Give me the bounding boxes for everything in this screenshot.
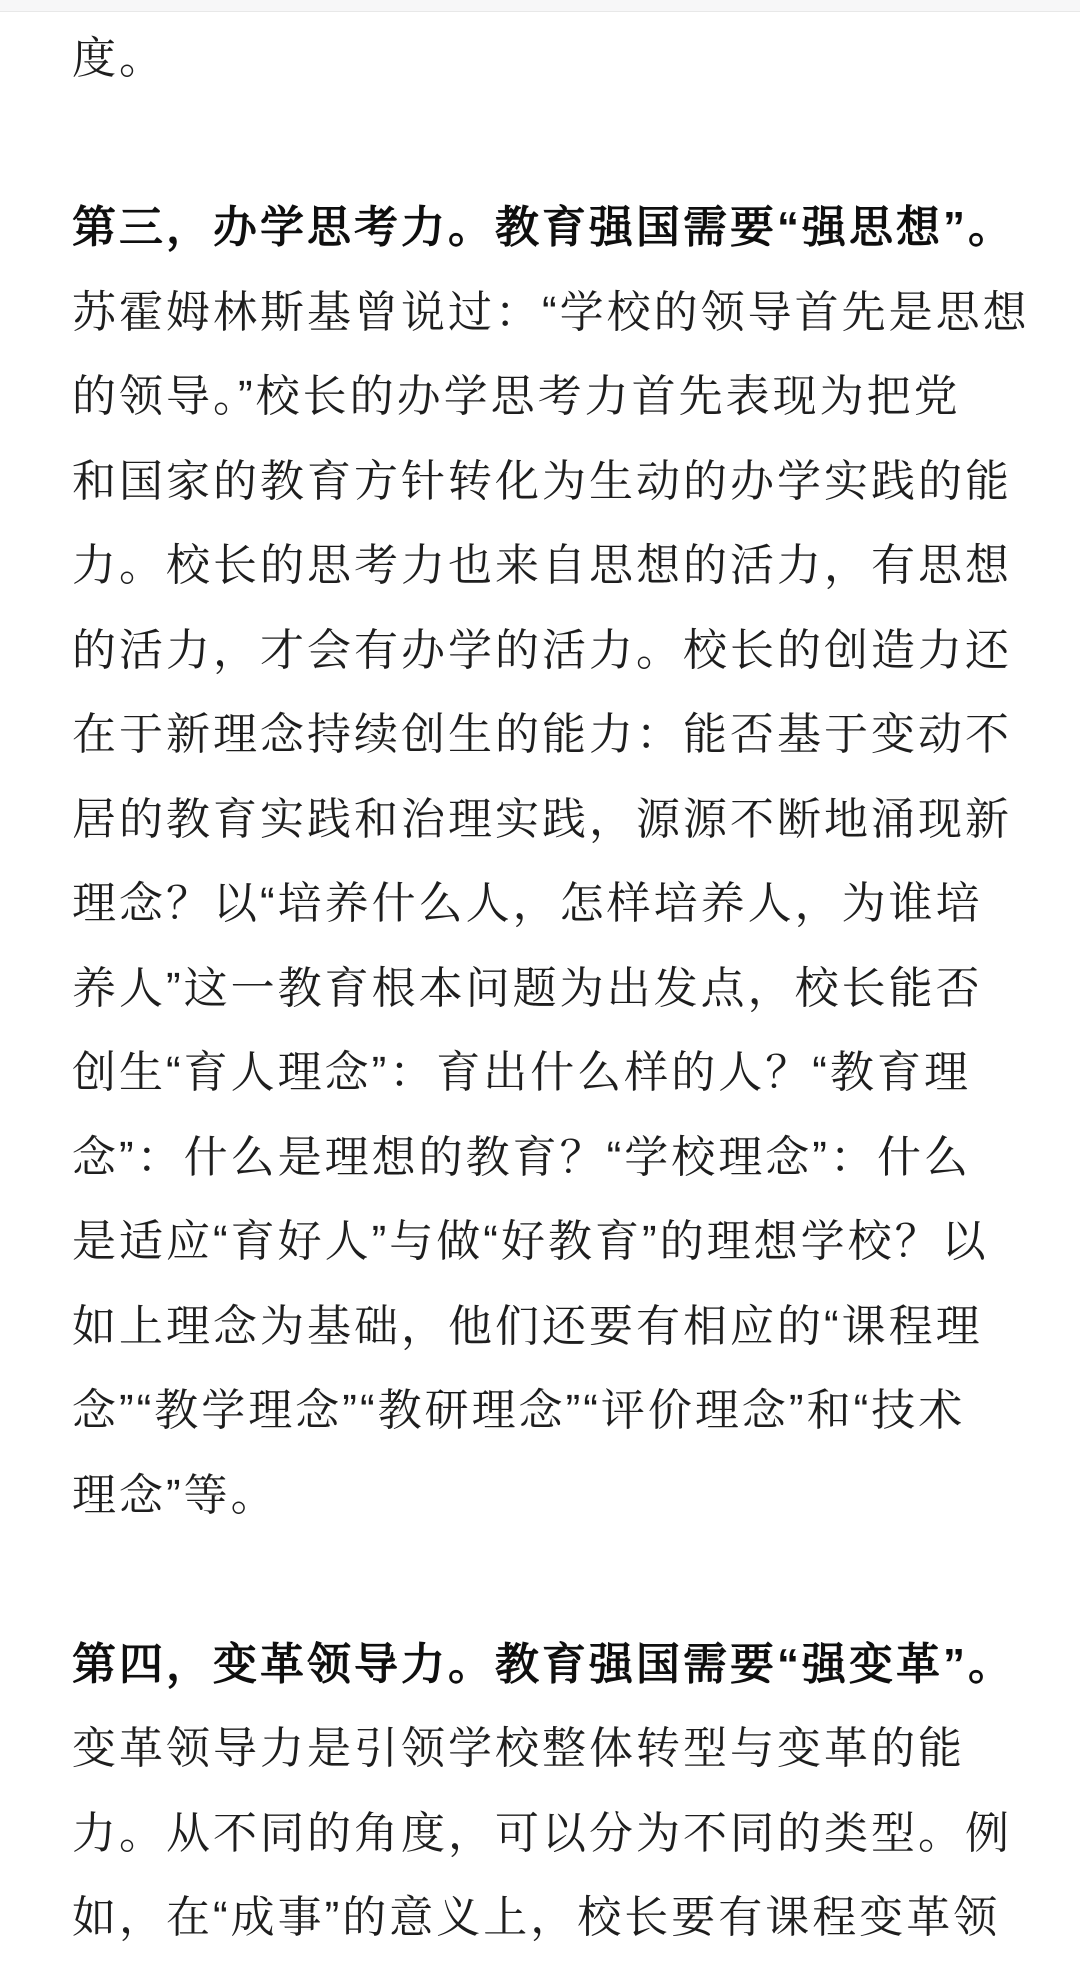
paragraph-fragment: [72, 17, 1052, 102]
text-line: 念”：什么是理想的教育？“学校理念”：什么: [72, 1132, 971, 1182]
text-line: 力。校长的思考力也来自思想的活力，有思想: [72, 541, 1012, 590]
text-line: 苏霍姆林斯基曾说过：“学校的领导首先是思想: [72, 287, 1030, 337]
text-line: 的领导。”校长的办学思考力首先表现为把党: [72, 372, 961, 421]
text-line: 养人”这一教育根本问题为出发点，校长能否: [72, 963, 983, 1013]
paragraph-change-leadership: [72, 1707, 1052, 1961]
text-line: 在于新理念持续创生的能力：能否基于变动不: [72, 710, 1012, 759]
text-line: 变革领导力是引领学校整体转型与变革的能: [72, 1724, 965, 1773]
text-line: 的活力，才会有办学的活力。校长的创造力还: [72, 625, 1012, 675]
text-line: 度。: [72, 34, 166, 83]
article-body: [0, 12, 1080, 1961]
paragraph-school-thinking: [72, 271, 1052, 1539]
text-line: 和国家的教育方针转化为生动的办学实践的能: [72, 456, 1012, 506]
text-line: 念”“教学理念”“教研理念”“评价理念”和“技术: [72, 1386, 966, 1435]
top-divider-strip: [0, 0, 1080, 12]
text-line: 力。从不同的角度，可以分为不同的类型。例: [72, 1808, 1012, 1858]
text-line: 理念？以“培养什么人，怎样培养人，为谁培: [72, 879, 983, 928]
text-line: 居的教育实践和治理实践，源源不断地涌现新: [72, 794, 1012, 844]
text-line: 如，在“成事”的意义上，校长要有课程变革领: [72, 1893, 1001, 1942]
text-line: 创生“育人理念”：育出什么样的人？“教育理: [72, 1048, 971, 1097]
text-line: 理念”等。: [72, 1470, 278, 1520]
section-heading-fourth: [72, 1623, 1052, 1708]
text-line: 如上理念为基础，他们还要有相应的“课程理: [72, 1301, 983, 1351]
text-line: 第四，变革领导力。教育强国需要“强变革”。: [72, 1639, 1015, 1689]
text-line: 是适应“育好人”与做“好教育”的理想学校？以: [72, 1217, 989, 1266]
section-heading-third: [72, 186, 1052, 271]
text-line: 第三，办学思考力。教育强国需要“强思想”。: [72, 203, 1015, 252]
